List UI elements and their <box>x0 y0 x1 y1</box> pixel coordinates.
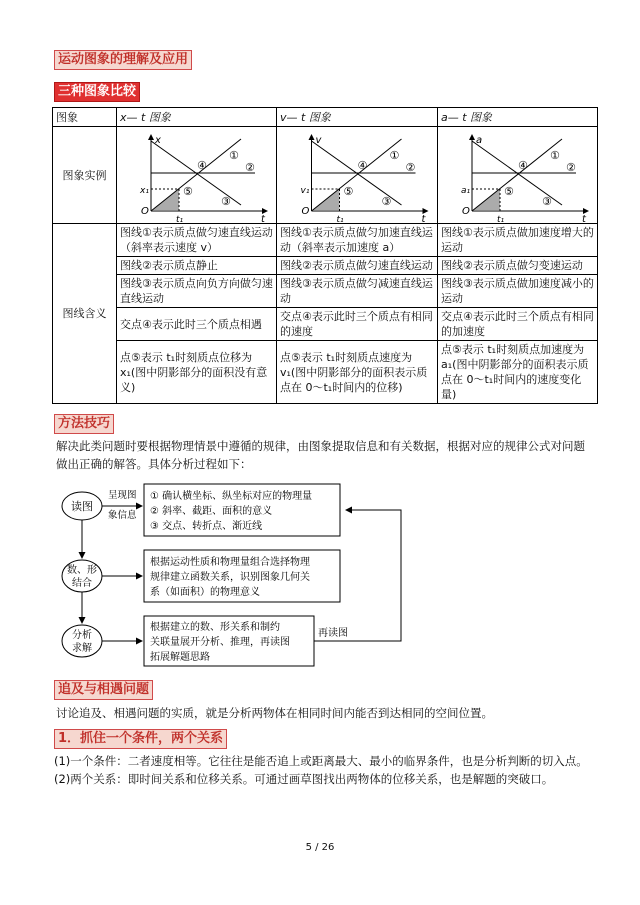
y1-label: v₁ <box>300 186 310 196</box>
t1-label: t₁ <box>336 215 344 223</box>
table-cell: 图线②表示质点静止 <box>117 257 277 275</box>
table-header: x— t 图象 <box>117 108 277 127</box>
analysis-flowchart <box>56 478 446 668</box>
table-cell: 图线③表示质点做加速度减小的运动 <box>438 275 598 308</box>
flow-node-label: 分析 <box>72 630 92 641</box>
vt-graph <box>277 127 436 223</box>
label-1: ① <box>389 149 400 162</box>
table-header: v— t 图象 <box>277 108 438 127</box>
flow-box-line: 根据运动性质和物理量组合选择物理 <box>150 557 310 568</box>
table-cell: 交点④表示此时三个质点有相同的加速度 <box>438 308 598 341</box>
table-cell: 交点④表示此时三个质点有相同的速度 <box>277 308 438 341</box>
y1-label: a₁ <box>461 186 471 196</box>
table-cell: 点⑤表示 t₁时刻质点速度为 v₁(图中阴影部分的面积表示质点在 0～t₁时间内的位移) <box>277 341 438 404</box>
table-row <box>53 257 598 275</box>
table-cell: 图线①表示质点做加速度增大的运动 <box>438 224 598 257</box>
table-cell: 图线③表示质点向负方向做匀速直线运动 <box>117 275 277 308</box>
table-row <box>53 224 598 257</box>
label-2: ② <box>566 161 576 174</box>
label-4: ④ <box>357 159 368 172</box>
row-label-example: 图象实例 <box>53 127 117 224</box>
origin-label: O <box>301 206 310 217</box>
t1-label: t₁ <box>497 215 505 223</box>
label-5: ⑤ <box>504 185 514 198</box>
flow-box-line: ① 确认横坐标、纵坐标对应的物理量 <box>150 491 313 502</box>
origin-label: O <box>462 206 470 217</box>
chase-paragraph: 讨论追及、相遇问题的实质，就是分析两物体在相同时间内能否到达相同的空间位置。 <box>56 706 493 720</box>
subsection-heading: 1．抓住一个条件，两个关系 <box>54 729 227 749</box>
condition-item: (1)一个条件：二者速度相等。它往往是能否追上或距离最大、最小的临界条件，也是分析判断的切入点。 <box>54 754 588 768</box>
flow-node-label: 结合 <box>72 578 92 589</box>
label-3: ③ <box>542 195 552 208</box>
flow-present-label: 象信息 <box>108 510 137 521</box>
table-cell: 点⑤表示 t₁时刻质点加速度为 a₁(图中阴影部分的面积表示质点在 0～t₁时间内的速度变化量) <box>438 341 598 404</box>
at-graph <box>438 127 596 223</box>
y-axis-label: a <box>476 135 483 146</box>
relation-item: (2)两个关系：即时间关系和位移关系。可通过画草图找出两物体的位移关系，也是解题的突破口。 <box>54 772 554 786</box>
page-title: 运动图象的理解及应用 <box>54 50 192 70</box>
flow-node-label: 数、形 <box>67 565 97 576</box>
t-axis-label: t <box>261 214 265 223</box>
graph-cell <box>117 127 277 224</box>
table-header: 图象 <box>53 108 117 127</box>
flow-present-label: 呈现图 <box>108 490 137 501</box>
table-row <box>53 341 598 404</box>
section-heading-chase: 追及与相遇问题 <box>54 680 153 700</box>
label-4: ④ <box>197 159 207 172</box>
table-cell: 点⑤表示 t₁时刻质点位移为 x₁(图中阴影部分的面积没有意义) <box>117 341 277 404</box>
flow-node-label: 读图 <box>71 500 93 513</box>
label-5: ⑤ <box>183 185 193 198</box>
comparison-table <box>52 107 598 404</box>
y-axis-label: v <box>315 135 322 146</box>
table-cell: 图线①表示质点做匀速直线运动（斜率表示速度 v） <box>117 224 277 257</box>
xt-graph <box>117 127 275 223</box>
table-cell: 图线②表示质点做匀变速运动 <box>438 257 598 275</box>
flow-box-line: 关联量展开分析、推理，再读图 <box>150 637 290 648</box>
page-number: 5 / 26 <box>305 842 335 853</box>
flow-reread-label: 再读图 <box>318 628 348 639</box>
label-2: ② <box>405 161 416 174</box>
label-3: ③ <box>381 195 392 208</box>
flow-box-line: 根据建立的数、形关系和制约 <box>150 622 280 633</box>
t-axis-label: t <box>421 214 426 223</box>
flow-box-line: ③ 交点、转折点、渐近线 <box>150 521 263 532</box>
flow-box-line: 系（如面积）的物理意义 <box>150 587 260 598</box>
label-5: ⑤ <box>343 185 354 198</box>
t1-label: t₁ <box>176 215 184 223</box>
t-axis-label: t <box>582 214 586 223</box>
flow-box-line: 拓展解题思路 <box>150 652 210 663</box>
flow-box-line: ② 斜率、截距、面积的意义 <box>150 506 273 517</box>
y1-label: x₁ <box>140 186 149 196</box>
table-cell: 图线②表示质点做匀速直线运动 <box>277 257 438 275</box>
table-cell: 交点④表示此时三个质点相遇 <box>117 308 277 341</box>
flow-box-line: 规律建立函数关系，识别图象几何关 <box>150 572 310 583</box>
graph-cell <box>438 127 598 224</box>
label-2: ② <box>245 161 255 174</box>
label-4: ④ <box>518 159 528 172</box>
label-1: ① <box>550 149 560 162</box>
section-heading-method: 方法技巧 <box>54 414 114 434</box>
row-label-meaning: 图线含义 <box>53 224 117 404</box>
method-paragraph: 解决此类问题时要根据物理情景中遵循的规律，由图象提取信息和有关数据，根据对应的规律公式对问题做出正确的解答。具体分析过程如下： <box>56 439 585 471</box>
section-heading-comparison: 三种图象比较 <box>54 82 140 102</box>
label-1: ① <box>229 149 239 162</box>
origin-label: O <box>141 206 149 217</box>
table-row <box>53 127 598 224</box>
table-cell: 图线③表示质点做匀减速直线运动 <box>277 275 438 308</box>
table-header-row <box>53 108 598 127</box>
y-axis-label: x <box>155 135 161 146</box>
flow-node-label: 求解 <box>72 643 92 654</box>
label-3: ③ <box>221 195 231 208</box>
table-row <box>53 275 598 308</box>
table-header: a— t 图象 <box>438 108 598 127</box>
table-cell: 图线①表示质点做匀加速直线运动（斜率表示加速度 a） <box>277 224 438 257</box>
table-row <box>53 308 598 341</box>
flow-feedback-arrow <box>314 510 401 641</box>
graph-cell <box>277 127 438 224</box>
